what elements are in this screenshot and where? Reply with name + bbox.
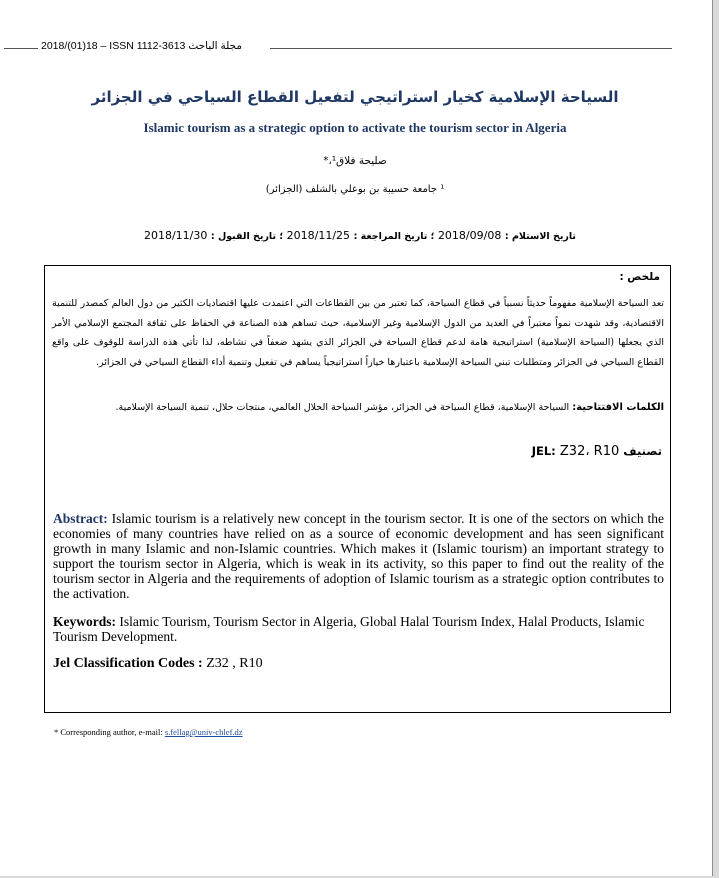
abstract-arabic-title: ملخص : — [619, 271, 660, 283]
jel-arabic-codes: Z32، R10 — [559, 444, 620, 459]
footnote-text: * Corresponding author, e-mail: — [54, 727, 163, 737]
revised-date: 2018/11/25 — [286, 229, 351, 242]
jel-arabic — [532, 444, 662, 459]
title-english: Islamic tourism as a strategic option to activate the tourism sector in Algeria — [143, 120, 567, 135]
keywords-arabic-label: الكلمات الافتتاحية: — [572, 402, 664, 413]
abstract-english-label: Abstract: — [53, 511, 108, 526]
abstract-english — [53, 511, 664, 601]
title-arabic: السياحة الإسلامية كخيار استراتيجي لتفعيل القطاع السياحي في الجزائر — [91, 88, 619, 106]
author-email-link[interactable]: s.fellag@univ-chlef.dz — [164, 727, 243, 737]
keywords-english — [53, 614, 664, 644]
jel-english-label: Jel Classification Codes : — [53, 656, 203, 671]
keywords-arabic — [52, 402, 664, 413]
header-rule-left — [4, 48, 38, 49]
jel-arabic-label: تصنيف JEL: — [531, 444, 662, 458]
header-rule-right — [270, 48, 672, 49]
author-name: صليحة فلاق¹،* — [323, 155, 387, 167]
keywords-arabic-text: السياحة الإسلامية، قطاع السياحة في الجزائر، مؤشر السياحة الحلال العالمي، منتجات حلال، تنمية السياحة الإسلامية. — [115, 402, 570, 413]
received-label: تاريخ الاستلام : — [504, 231, 577, 242]
journal-header: 2018/(01)18 – ISSN 1112-3613 مجلة الباحث — [41, 40, 243, 52]
keywords-english-label: Keywords: — [53, 614, 116, 629]
abstract-english-body: Islamic tourism is a relatively new concept in the tourism sector. It is one of the sectors on which the economies of many countries have relied on as a source of economic development and has seen significant growth in many Islamic and non-Islamic countries. Which makes it (Islamic tourism) an important strategy to support the tourism sector in Algeria, which is weak in its activity, so this paper to find out the reality of the tourism sector in Algeria and the requirements of adoption of Islamic tourism as a strategic option contributes to the activation. — [53, 511, 664, 601]
jel-english — [53, 656, 263, 672]
corresponding-author-footnote — [54, 727, 243, 737]
abstract-box — [44, 265, 671, 713]
abstract-arabic-body: تعد السياحة الإسلامية مفهوماً حديثاً نسبياً في قطاع السياحة، كما تعتبر من بين القطاعات التي اعتمدت عليها اقتصاديات الكثير من دول العالم كمصدر للتنمية الاقتصادية، وقد شهدت نمواً معتبراً في العديد من الدول الإسلامية وغير الإسلامية، حيث تساهم هذه الصناعة في الحفاظ على ثقافة المجتمع الإسلامي الأمر الذي يجعلها (السياحة الإسلامية) استراتيجية هامة لدعم قطاع السياحة في الجزائر الذي يشهد ضعفاً في نشاطه، لذا تأتي هذه الدراسة للوقوف على واقع القطاع السياحي في الجزائر ومتطلبات تبني السياحة الإسلامية باعتبارها خياراً استراتيجياً يساهم في تفعيل وتنمية أداء القطاع السياحي في الجزائر. — [52, 298, 664, 368]
jel-english-codes: Z32 , R10 — [206, 656, 263, 671]
revised-label: ؛ تاريخ المراجعة : — [353, 231, 435, 242]
page-frame-right — [713, 0, 719, 878]
accepted-label: ؛ تاريخ القبول : — [210, 231, 284, 242]
accepted-date: 2018/11/30 — [143, 229, 208, 242]
author-affiliation: ¹ جامعة حسيبة بن بوعلي بالشلف (الجزائر) — [265, 184, 445, 195]
received-date: 2018/09/08 — [437, 229, 502, 242]
keywords-english-text: Islamic Tourism, Tourism Sector in Algeria, Global Halal Tourism Index, Halal Products, Islamic Tourism Development. — [53, 614, 645, 644]
submission-dates — [40, 229, 680, 242]
